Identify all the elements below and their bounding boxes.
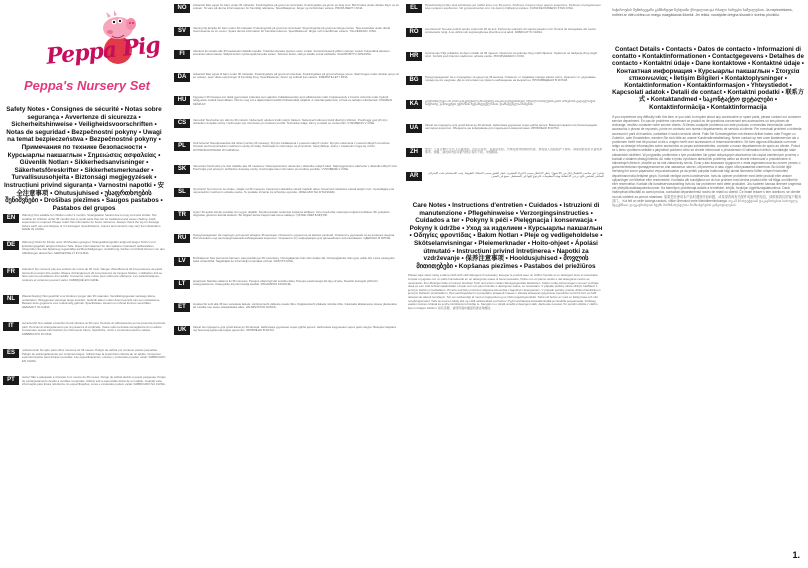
- entry-text: 警告！不适合36个月以下儿童使用。含有小部件，有窒息危险。长绳可能导致勒颈危险。须在成人直接监护下使用。请保留此信息以备将来参考。规格、颜色和内容可能与图示有所不同。中国制造。: [425, 148, 603, 155]
- page-number: 1.: [792, 550, 800, 560]
- language-badge: SL: [174, 188, 190, 197]
- language-badge: RU: [174, 234, 190, 243]
- language-badge: DA: [174, 73, 190, 82]
- language-badge: EL: [406, 4, 422, 13]
- entry-it: [3, 322, 166, 347]
- safety-notes-heading: Safety Notes • Consignes de sécurité • Notas sobre segurança • Avvertenze di sicurezza • Sicherheitshinweise • Veiligheidsvoorschriften • Notas de seguridad • Bezpečnostní pokyny • Uwagi na temat bezpieczeństwa • Bezpečnostné pokyny • Примечания по технике безопасности • Курсыарлы nакшаглын • Σημειώσεις ασφαλείας • Güvenlik Notları • Sikkerhedsanvisninger • Säkerhetsföreskrifter • Sikkerhetsmerknader • Turvallisuusohjeita • Biztonsági megjegyzések • Instrucțiuni privind siguranța • Varnostni napotki • 安全注意事项 • Ohutusjuhised • უსაფრთხოების შენიშვნები • Drošības piezīmes • Saugos pastabos • Pastabos del grupos: [4, 106, 164, 212]
- entry-text: Advarsel! Ikke egnet til børn under 36 måneder. Kvælningsfare på grund af små dele. Kvælningsfare på grund af lange snore. Skal bruges under direkte opsyn af en voksen. Gem disse oplysninger til fremtidig brug. Specifikationer, farver og indhold kan variere. FREMSTILLET I KINA.: [193, 73, 399, 80]
- language-badge: BG: [406, 76, 422, 85]
- entry-sv: [174, 27, 400, 48]
- entry-nl: [3, 295, 166, 320]
- entry-text: Attention! Ne convient pas aux enfants de moins de 36 mois. Danger d'étouffement dû à la présence de petits éléments pouvant être avalés. Risque d'étranglement dû à la présence de longues ficelles. L'utilisation doit se faire sous la surveillance d'un adulte. Conserver cette notice pour référence ultérieure. Les caractéristiques, couleurs et contenus peuvent varier. FABRIQUÉ EN CHINE.: [22, 268, 163, 282]
- language-badge: ZH: [406, 148, 422, 157]
- entry-text: Varning! Ej lämplig för barn under 36 månader. Kvävningsrisk på grund av små delar. Strypningsrisk på grund av långa snören. Ska användas under direkt överinseende av en vuxen. Spara denna information för framtida referens. Specifikationer, färger och innehåll kan variera. TILLVERKAD I KINA.: [193, 27, 391, 34]
- language-badge: ES: [3, 349, 19, 358]
- language-badge: SV: [174, 27, 190, 36]
- entry-lt: [174, 280, 400, 301]
- entry-text: Opozorilo! Ni primerno za otroke, mlajše od 36 mesecev. Nevarnost zadušitve zaradi majhnih delov. Nevarnost zadavitve zaradi dolgih vrvic. Uporabljajte pod neposrednim nadzorom odrasle osebe. Te podatke shranite za prihodnjo uporabo. IZDELANO NA KITAJSKEM.: [193, 188, 395, 195]
- entry-da: [174, 73, 400, 94]
- column-right-center: [404, 0, 608, 568]
- entry-text: Предупреждение! Не е подходящо за деца под 36 месеца. Опасност от задавяне поради малки части. Опасност от удушаване поради дълги шнурове. Да се използва под прякото наблюдение на възрастен. ПРОИЗВЕДЕНО В КИТАЙ.: [425, 76, 596, 83]
- entry-text: გაფრთხილება! არ არის განკუთვნილი 36 თვემდე ასაკის ბავშვებისთვის. წვრილი ნაწილების გამო არსებობს გადაყლაპვის საფრთხე. გამოიყენეთ უფროსის ზედამხედველობით. დამზადებულია ჩინეთში.: [425, 100, 596, 107]
- language-badge: LT: [174, 280, 190, 289]
- entry-lv: [174, 257, 400, 278]
- care-notes-text: Please wipe clean using a damp cloth with mild detergent if necessary. Essuyer le produit avec un chiffon humide et un détergent doux si nécessaire. Limpiar el juguete con un paño humedecido en un detergente suave si fuera necesario. Pulire con un panno umido e del detergente neutro se necessario. Zum Reinigen bitte mit einem feuchten Tuch und einem milden Reinigungsmittel abwischen. Indien nodig schoonvegen met een vochtige doek en een mild schoonmaakmiddel. Limpar com um pano húmido e detergente suave, se necessário. V případě potřeby otřete vlhkým hadříkem s jemným čisticím prostředkem. W razie potrzeby przetrzeć wilgotną ściereczką z łagodnym detergentem. V prípade potreby pretrite vlhkou handričkou s jemným čistiacim prostriedkom. При необходимости протирайте влажной тканью с мягким моющим средством. Gerekirse nemli bir bez ve hafif deterjan ile silerek temizleyin. Tør om nødvendigt af med en fugtig klud og et mildt rengøringsmiddel. Torka vid behov av med en fuktig trasa och milt rengöringsmedel. Tørk av med en fuktig klut og mildt vaskemiddel ved behov. Pyyhi tarvittaessa kostealla liinalla ja miedolla pesuaineella. Szükség esetén nedves ruhával és enyhe tisztítószerrel törölje le. Ștergeți cu o cârpă umedă și detergent slab, dacă este necesar. Po potrebi očistite z vlažno krpo in blagim čistilom. 如有需要，请使用湿布蘸温和清洁剂擦拭。: [408, 273, 601, 310]
- entry-text: Ostrzeżenie! Nieodpowiednie dla dzieci poniżej 36 miesięcy. Ryzyko zadławienia z powodu małych części. Ryzyko uduszenia z powodu długich sznurków. Używać pod bezpośrednim nadzorem osoby dorosłej. Zachować te informacje na przyszłość. Specyfikacje, kolory i zawartość mogą się różnić. WYPRODUKOWANO W CHINACH.: [193, 142, 391, 152]
- entry-text: Warnung! Nicht für Kinder unter 36 Monaten geeignet. Strangulationsgefahr aufgrund langer Schnur und Erstickungsgefahr aufgrund kleiner Teile. Diese Informationen für den späteren Gebrauch aufbewahren. Überprüfen Sie das Spielzeug regelmäßig auf Beschädigungen. Ausführung, Farben und Inhalt können von den Abbildungen abweichen. HERGESTELLT IN CHINA.: [22, 241, 165, 255]
- entry-text: Увага! Не підходить для дітей віком до 36 місяців. Небезпека удушення через дрібні деталі. Небезпека задушення через довгі шнури. Використовувати під безпосереднім наглядом дорослих. ЗРОБЛЕНО В КИТАЇ.: [193, 326, 397, 333]
- language-badge: SK: [174, 165, 190, 174]
- entry-text: Varovanie! Nevhodné pre deti mladšie ako 36 mesiacov. Nebezpečenstvo udusenia v dôsledku malých častí. Nebezpečenstvo uškrtenia v dôsledku dlhých šnúr. Používajte pod priamym dohľadom dospelej osoby. Uschovajte tieto informácie pre budúce použitie. VYROBENÉ V ČÍNE.: [193, 165, 398, 172]
- language-badge: NO: [174, 4, 190, 13]
- safety-entries-middle: [172, 0, 404, 347]
- logo-text: Peppa Pig: [44, 32, 161, 70]
- language-badge: FI: [174, 50, 190, 59]
- entry-ua: [406, 124, 604, 146]
- entry-text: Hoiatus! Ei sobi alla 36 kuu vanustele lastele. Lämbumisoht väikeste osade tõttu. Kägistamisoht pikkade nööride tõttu. Kasutada täiskasvanu otsese järelevalve all. Hoidke see teave edaspidiseks alles. VALMISTATUD HIINAS.: [193, 303, 397, 310]
- peppa-pig-logo: [4, 6, 164, 102]
- entry-text: Avvertenza! Non adatto a bambini di età inferiore ai 36 mesi. Pericolo di soffocamento per la presenza di piccole parti. Pericolo di strangolamento per la presenza di cordicelle. Usare sotto la diretta sorveglianza di un adulto. Conservare queste informazioni per riferimento futuro. Specifiche, colori e contenuti possono variare. FABBRICATO IN CINA.: [22, 322, 166, 336]
- entry-uk: [174, 326, 400, 347]
- entry-text: Warning! Not suitable for children under 3 months. Strangulation hazard due to long cord and stroller. Not suitable for children under 36 months due to small parts that can be swallowed and cause choking. Adult supervision is required. Please retain this information for future reference. Always check the toy for damage before each use and dispose of it if damaged. Specifications, colours and contents may vary from illustration. MADE IN CHINA.: [22, 214, 162, 231]
- entry-et: [174, 303, 400, 324]
- entry-text: Advarsel! Ikke egnet for barn under 36 måneder. Kvelningsfare på grunn av små deler. Kvelningsfare på grunn av lang snor. Bør brukes under direkte tilsyn av en voksen. Ta vare på denne informasjonen for fremtidig referanse. Spesifikasjoner, farger og innhold kan variere. PRODUSERT I KINA.: [193, 4, 400, 11]
- entry-bg: [406, 76, 604, 98]
- entry-text: Προειδοποίηση! Δεν είναι κατάλληλο για παιδιά κάτω των 36 μηνών. Κίνδυνος πνιγμού λόγω μικρών κομματιών. Κίνδυνος στραγγαλισμού λόγω μακριών κορδονιών. Να χρησιμοποιείται υπό την άμεση επίβλεψη ενηλίκου. ΚΑΤΑΣΚΕΥΑΣΜΕΝΟ ΣΤΗΝ ΚΙΝΑ.: [425, 4, 601, 11]
- entry-text: Avertisment! Nu este potrivit pentru copiii sub 36 de luni. Pericol de sufocare din cauza pieselor mici. Pericol de strangulare din cauza cordoanelor lungi. A se utiliza sub supravegherea directă a unui adult. FABRICAT ÎN CHINA.: [425, 28, 596, 35]
- entry-text: تحذير! غير مناسب للأطفال أقل من 36 شهرًا. خطر الاختناق بسبب الأجزاء الصغيرة. خطر الخنق بسبب الأسلاك الطويلة. يجب الاستخدام تحت الإشراف المباشر لشخص بالغ. يرجى الاحتفاظ بهذه المعلومات للرجوع إليها في المستقبل. صنع في الصين.: [427, 172, 604, 179]
- entry-en: [3, 214, 166, 239]
- safety-entries-left: [0, 214, 168, 401]
- entry-text: ¡Advertencia! No apto para niños menores de 36 meses. Peligro de asfixia por contener piezas pequeñas. Peligro de estrangulamiento por cordones largos. Utilizar bajo la supervisión directa de un adulto. Conservar esta información para futuras consultas. Las especificaciones, colores y contenidos pueden variar. FABRICADO EN CHINA.: [22, 349, 166, 363]
- entry-fi: [174, 50, 400, 71]
- entry-text: Brīdinājums! Nav piemērots bērniem, kas jaunāki par 36 mēnešiem. Nosmakšanas risks sīku detaļu dēļ. Nožņaugšanās risks garu auklu dēļ. Lietot pieaugušo tiešā uzraudzībā. Saglabājiet šo informāciju turpmākai uzziņai. RAŽOTS ĶĪNĀ.: [193, 257, 395, 264]
- language-badge: DE: [3, 241, 19, 250]
- entry-text: Uyarı! 36 aydan küçük çocuklar için uygun değildir. Küçük parçalar nedeniyle boğulma tehlikesi. Uzun kordonlar nedeniyle boğulma tehlikesi. Bir yetişkinin doğrudan gözetimi altında kullanın. Bu bilgileri ileride başvurmak üzere saklayın. ÇİN'DE ÜRETİLMİŞTİR.: [193, 211, 390, 218]
- care-notes-continued: საჭიროების შემთხვევაში გაწმინდეთ ნესტიანი ქსოვილით და რბილი სარეცხი საშუალებით. Ja nepieciešams, notīriet ar mitru drānu un maigu mazgāšanas līdzekli. Jei reikia, nuvalykite drėgna šluoste ir švelniu plovikliu.: [612, 8, 793, 17]
- language-badge: NL: [3, 295, 19, 304]
- care-notes-heading: Care Notes • Instructions d'entretien • Cuidados • Istruzioni di manutenzione • Pflegehinweise • Verzorgingsinstructies • Cuidados a ter • Pokyny k péči • Pielęgnacja i konserwacja • Pokyny k údržbe • Уход за изделием • Курсыарлы nакшаглын • Οδηγίες φροντίδας • Bakım Notları • Pleje og vedligeholdelse • Skötselanvisningar • Pleiemerknader • Hoito-ohjeet • Ápolási útmutató • Instrucțiuni privind întreținerea • Napotki za vzdrževanje • 保养注意事项 • Hooldusjuhised • მოვლის მითითებები • Kopšanas piezīmes • Pastabos del priežiūros: [409, 202, 603, 270]
- entry-text: Varoitus! Ei sovellu alle 36 kuukauden ikäisille lapsille. Tukehtumisvaara pienten osien vuoksi. Kuristumisvaara pitkien narujen vuoksi. Käytettävä aikuisen suorassa valvonnassa. Säilytä tiedot myöhempää tarvetta varten. Tekniset tiedot, värit ja sisältö voivat vaihdella. VALMISTETTU KIINASSA.: [193, 50, 390, 57]
- entry-cs: [174, 119, 400, 140]
- language-badge: HR: [406, 52, 422, 61]
- language-badge: LV: [174, 257, 190, 266]
- contact-details-heading: Contact Details • Contacts • Datos de contacto • Informazioni di contatto • Kontaktinformationen • Contactgegevens • Detalhes de contacto • Kontaktní údaje • Dane kontaktowe • Kontaktné údaje • Контактная информация • Курсыарлы nакшаглын • Στοιχεία επικοινωνίας • İletişim Bilgileri • Kontaktoplysninger • Kontaktinformation • Kontaktinformasjon • Yhteystiedot • Kapcsolati adatok • Detalii de contact • Kontaktni podatki • 联系方式 • Kontaktandmed • საკონტაქტო დეტალები • Kontaktinformācija • Kontaktinformacija: [612, 46, 804, 111]
- language-badge: PT: [3, 376, 19, 385]
- language-badge: TR: [174, 211, 190, 220]
- language-badge: FR: [3, 268, 19, 277]
- entry-text: Waarschuwing! Niet geschikt voor kinderen jonger dan 36 maanden. Verstikkingsgevaar vanwege kleine onderdelen. Wurggevaar vanwege lange koorden. Gebruik alleen onder direct toezicht van een volwassene. Bewaar deze gegevens voor toekomstig gebruik. Specificaties, kleuren en inhoud kunnen verschillen. GEMAAKT IN CHINA.: [22, 295, 161, 309]
- language-badge: PL: [174, 142, 190, 151]
- entry-no: [174, 4, 400, 25]
- entry-fr: [3, 268, 166, 293]
- entry-de: [3, 241, 166, 266]
- column-right: [608, 0, 808, 568]
- contact-details-text: If you experience any difficulty with this item or you wish to enquire about any accessories or spare parts, please contact our customer service department. En cas de problème concernant ce produit ou de questions concernant ses accessoires ou ses pièces de rechange, veuillez contacter notre service clients. Si tienes cualquier problema con este producto o necesitas información sobre accesorios o piezas de repuesto, ponte en contacto con nuestro departamento de servicio al cliente. Per eventuali problemi o richiesta accessori e parti di ricambio, contattare il nostro servizio clienti. Falls Sie Schwierigkeiten mit diesem Artikel haben oder Fragen zu Zubehör- oder Ersatzteilen, wenden Sie sich bitte an unsere Kundendienstabteilung. Neem contact op met onze klantenservice als u problemen heeft met dit product of als u vragen heeft over accessoires of reserveonderdelen. Se tiver alguma dificuldade com este artigo ou desejar informações sobre acessórios ou peças sobresselentes, contacte o nosso departamento de apoio ao cliente. Pokud se s tímto výrobkem setkáte s jakýmikoli potížemi nebo se chcete informovat o příslušenství či náhradních dílech, kontaktujte naše zákaznické oddělení. W przypadku problemów z tym produktem lub pytań dotyczących akcesoriów lub części zamiennych prosimy o kontakt z działem obsługi klienta. Ak máte s týmto výrobkom akékoľvek problémy alebo sa chcete informovať o príslušenstve či náhradných dieloch, obráťte sa na náš zákaznícky servis. Если у вас возникли трудности с этим изделием или вы хотите узнать о дополнительных принадлежностях или запасных частях, обратитесь в наш отдел обслуживания клиентов. Bu ürünle ilgili herhangi bir sorun yaşarsanız veya aksesuarlar ya da yedek parçalar hakkında bilgi almak isterseniz lütfen müşteri hizmetleri departmanımızla iletişime geçin. Kontakt venligst vores kundeservice, hvis du oplever problemer med dette produkt eller ønsker oplysninger om tilbehør eller reservedele. Kontakta vår kundtjänst om du har problem med denna produkt eller vill fråga om tillbehör eller reservdelar. Kontakt vår kundeserviceavdeling hvis du har problemer med dette produktet. Jos tuotteen kanssa ilmenee ongelmia, ota yhteyttä asiakaspalveluumme. Ha bármilyen problémája adódik a termékkel, kérjük, forduljon ügyfélszolgálatunkhoz. Dacă întâmpinați dificultăți cu acest produs, contactați departamentul nostru de relații cu clienții. Če imate težave s tem izdelkom, se obrnite na naš oddelek za pomoč strankam. 如果您在使用本产品时遇到任何问题，或希望咨询有关配件或备件的信息，请联系我们的客户服务部门。 Kui teil on selle tootega raskusi, võtke ühendust meie klienditeenindusega. თუ ამ პროდუქტთან დაკავშირებით სირთულე შეგექმნათ, დაუკავშირდით ჩვენს მომხმარებელთა მომსახურების განყოფილებას.: [612, 114, 802, 208]
- entry-tr: [174, 211, 400, 232]
- language-badge: AR: [406, 172, 422, 181]
- entry-text: Upozorenje! Nije prikladno za djecu mlađu od 36 mjeseci. Opasnost od gušenja zbog malih dijelova. Opasnost od davljenja zbog dugih vrpci. Koristiti pod izravnim nadzorom odrasle osobe. PROIZVEDENO U KINI.: [425, 52, 598, 59]
- entry-ka: [406, 100, 604, 122]
- language-badge: RO: [406, 28, 422, 37]
- column-middle: [172, 0, 404, 568]
- entry-pl: [174, 142, 400, 163]
- entry-sk: [174, 165, 400, 186]
- entry-text: Varování! Nevhodné pro děti do 36 měsíců. Nebezpečí udušení kvůli malým částem. Nebezpečí uškrcení kvůli dlouhým šňůrám. Používejte pod přímým dohledem dospělé osoby. Uschovejte tyto informace pro budoucí použití. Technické údaje, barvy a obsah se mohou lišit. VYROBENO V ČÍNĚ.: [193, 119, 388, 126]
- entry-el: [406, 4, 604, 26]
- product-name: Peppa's Nursery Set: [24, 78, 150, 93]
- entry-text: Figyelem! 36 hónapos kor alatti gyermekek számára nem ajánlott. Fulladásveszély apró alkatrészek miatt. Fojtásveszély a hosszú zsinórok miatt. Felnőtt felügyelete mellett használható. Őrizze meg ezt a tájékoztatót későbbi felhasználás céljából. A műszaki jellemzők, színek és tartalom eltérhetnek. KÍNÁBAN KÉSZÜLT.: [193, 96, 392, 106]
- entry-sl: [174, 188, 400, 209]
- entry-hr: [406, 52, 604, 74]
- language-badge: EN: [3, 214, 19, 223]
- language-badge: UK: [174, 326, 190, 335]
- entry-es: [3, 349, 166, 374]
- language-badge: CS: [174, 119, 190, 128]
- entry-text: Увага! Не підходить для дітей віком до 36 місяців. Небезпека удушення через дрібні деталі. Використовувати під безпосереднім наглядом дорослих. Збережіть цю інформацію для подальшого використання. ЗРОБЛЕНО В КИТАЇ.: [425, 124, 598, 131]
- brand-block: [0, 0, 168, 102]
- column-left: [0, 0, 168, 568]
- language-badge: ET: [174, 303, 190, 312]
- language-badge: KA: [406, 100, 422, 109]
- entry-text: Предупреждение! Не подходит для детей младше 36 месяцев. Опасность удушья из-за мелких деталей. Опасность удушения из-за длинных шнуров. Использовать под непосредственным наблюдением взрослых. Сохраните эту информацию для дальнейшего использования. СДЕЛАНО В КИТАЕ.: [193, 234, 395, 241]
- entry-text: Aviso! Não é adequado a crianças com menos de 36 meses. Perigo de asfixia devido a peças pequenas. Perigo de estrangulamento devido a cordões compridos. Utilizar sob a supervisão direta de um adulto. Guardar esta informação para futura referência. As especificações, cores e conteúdos podem variar. FABRICADO NA CHINA.: [22, 376, 166, 387]
- language-badge: HU: [174, 96, 190, 105]
- entry-ru: [174, 234, 400, 255]
- language-badge: UA: [406, 124, 422, 133]
- language-badge: IT: [3, 322, 19, 331]
- entry-ar: [406, 172, 604, 194]
- safety-entries-right: [404, 0, 608, 194]
- entry-text: Įspėjimas! Netinka vaikams iki 36 mėnesių. Pavojus užspringti dėl smulkių dalių. Pavojus pasismaugti dėl ilgų virvelių. Naudoti tiesiogiai prižiūrint suaugusiesiems. Išsaugokite šią informaciją ateičiai. PAGAMINTA KINIJOJE.: [193, 280, 378, 287]
- entry-zh: [406, 148, 604, 170]
- entry-ro: [406, 28, 604, 50]
- entry-pt: [3, 376, 166, 401]
- entry-hu: [174, 96, 400, 117]
